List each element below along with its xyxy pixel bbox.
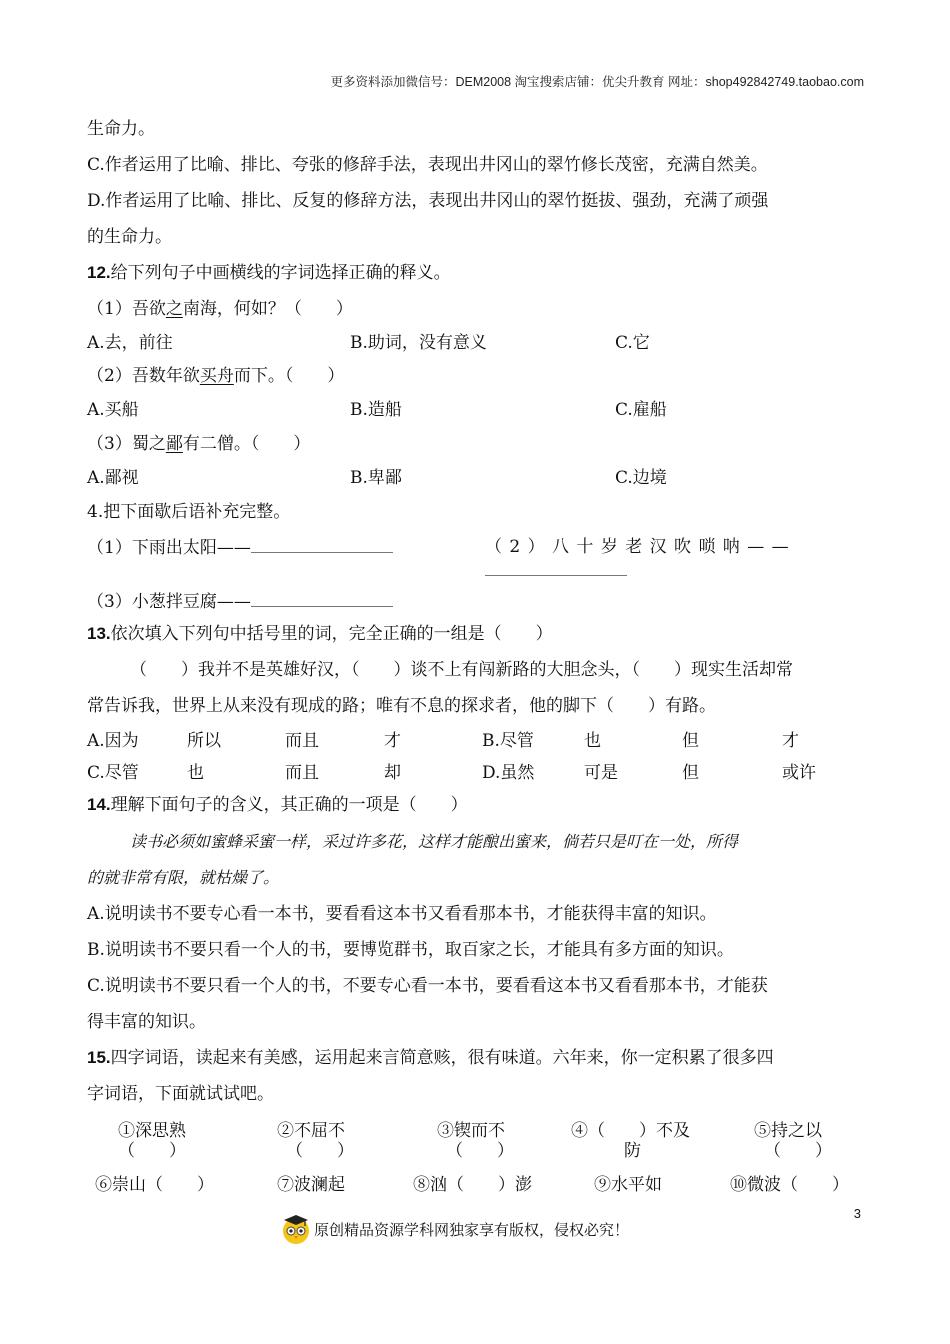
q12-s3-pre: （3）蜀之 <box>87 434 166 454</box>
q15-number: 15. <box>87 1048 111 1067</box>
option-c-word-2: 也 <box>187 763 204 783</box>
idiom-1: ①深思熟 <box>118 1121 186 1141</box>
option-a-word-3: 而且 <box>285 731 319 751</box>
q14-option-b: B.说明读书不要只看一个人的书，要博览群书，取百家之长，才能具有多方面的知识。 <box>87 940 734 960</box>
q4-item-3 <box>87 590 393 613</box>
copyright-text: 原创精品资源学科网独家享有版权，侵权必究！ <box>314 1220 630 1239</box>
option-b-word-4: 才 <box>782 731 799 751</box>
page-number: 3 <box>853 1206 861 1221</box>
option-d-word-2: 可是 <box>584 763 618 783</box>
q12-s1-underlined: 之 <box>165 299 183 319</box>
q12-s1 <box>87 298 353 320</box>
idiom-2-blank[interactable]: （ ） <box>286 1141 354 1161</box>
page-header: 更多资料添加微信号：DEM2008 淘宝搜索店铺：优尖升教育 网址：shop492842749.taobao.com <box>330 75 864 89</box>
option-d-word-3: 但 <box>682 763 699 783</box>
q12-s3-options <box>87 467 867 489</box>
q14-quote-1: 读书必须如蜜蜂采蜜一样，采过许多花，这样才能酿出蜜来，倘若只是叮在一处，所得 <box>130 832 739 851</box>
answer-blank[interactable] <box>251 590 393 607</box>
option-c: C.雇船 <box>615 400 667 420</box>
idiom-8: ⑧汹（ ）澎 <box>413 1175 532 1195</box>
prev-option-c: C.作者运用了比喻、排比、夸张的修辞手法，表现出井冈山的翠竹修长茂密，充满自然美。 <box>87 155 768 175</box>
option-b: B.助词，没有意义 <box>350 333 487 353</box>
q14-option-c-cont: 得丰富的知识。 <box>87 1012 206 1032</box>
q14-quote-2: 的就非常有限，就枯燥了。 <box>87 868 280 887</box>
q12-s3 <box>87 433 310 455</box>
option-c: C.它 <box>615 333 650 353</box>
q12-s2 <box>87 365 344 387</box>
q12-s2-underlined: 买舟 <box>199 366 234 386</box>
q12-s1-options <box>87 332 867 354</box>
option-a: A.买船 <box>87 400 139 420</box>
idiom-2: ②不屈不 <box>277 1121 345 1141</box>
q13-row-cd <box>87 762 867 784</box>
idiom-10: ⑩微波（ ） <box>730 1175 849 1195</box>
answer-blank[interactable] <box>251 536 393 553</box>
idiom-5-blank[interactable]: （ ） <box>764 1141 832 1161</box>
option-a-word-4: 才 <box>384 731 401 751</box>
q13-passage-1: （ ）我并不是英雄好汉，（ ）谈不上有闯新路的大胆念头，（ ）现实生活却常 <box>130 660 793 680</box>
q12-s3-post: 有二僧。（ ） <box>182 434 311 454</box>
idiom-4: ④（ ）不及 <box>571 1121 690 1141</box>
idiom-9: ⑨水平如 <box>594 1175 662 1195</box>
q12-title <box>87 262 451 284</box>
q15-text-1: 四字词语，读起来有美感，运用起来言简意赅，很有味道。六年来，你一定积累了很多四 <box>110 1048 774 1068</box>
idiom-3: ③锲而不 <box>437 1121 505 1141</box>
q12-text: 给下列句子中画横线的字词选择正确的释义。 <box>110 263 451 283</box>
q12-s3-underlined: 鄙 <box>165 434 183 454</box>
q14-number: 14. <box>87 795 111 814</box>
q14-text: 理解下面句子的含义，其正确的一项是（ ） <box>110 795 468 815</box>
option-c-word-3: 而且 <box>285 763 319 783</box>
option-b: B.造船 <box>350 400 402 420</box>
q14-option-a: A.说明读书不要专心看一本书，要看看这本书又看看那本书，才能获得丰富的知识。 <box>87 904 717 924</box>
q13-passage-2: 常告诉我，世界上从来没有现成的路；唯有不息的探求者，他的脚下（ ）有路。 <box>87 696 716 716</box>
q12-s2-pre: （2）吾数年欲 <box>87 366 200 386</box>
option-d-word-1: D.虽然 <box>482 763 535 783</box>
option-b-word-1: B.尽管 <box>482 731 534 751</box>
q12-number: 12. <box>87 263 111 282</box>
option-c-word-1: C.尽管 <box>87 763 139 783</box>
q12-s2-post: 而下。（ ） <box>233 366 345 386</box>
q12-s1-pre: （1）吾欲 <box>87 299 166 319</box>
idiom-7: ⑦波澜起 <box>277 1175 345 1195</box>
q4-item-2-blank[interactable] <box>485 559 627 582</box>
option-b: B.卑鄙 <box>350 468 402 488</box>
prev-option-d: D.作者运用了比喻、排比、反复的修辞方法，表现出井冈山的翠竹挺拔、强劲，充满了顽强 <box>87 191 769 211</box>
q15-text-2: 字词语，下面就试试吧。 <box>87 1084 274 1104</box>
option-a-word-1: A.因为 <box>87 731 139 751</box>
q15-title <box>87 1047 774 1069</box>
idiom-1-blank[interactable]: （ ） <box>118 1141 186 1161</box>
q14-option-c: C.说明读书不要只看一个人的书，不要专心看一本书，要看看这本书又看看那本书，才能获 <box>87 976 768 996</box>
q13-row-ab <box>87 730 867 752</box>
page-footer <box>280 1213 629 1245</box>
q13-number: 13. <box>87 624 111 643</box>
option-c-word-4: 却 <box>384 763 401 783</box>
idiom-3-blank[interactable]: （ ） <box>446 1141 514 1161</box>
q12-s1-post: 南海，何如？（ ） <box>182 299 353 319</box>
q4-item-1 <box>87 536 393 559</box>
option-b-word-3: 但 <box>682 731 699 751</box>
q12-s2-options <box>87 399 867 421</box>
idiom-6: ⑥崇山（ ） <box>95 1175 214 1195</box>
option-a: A.去，前往 <box>87 333 173 353</box>
prev-option-d-cont: 的生命力。 <box>87 227 172 247</box>
q14-title <box>87 794 468 816</box>
q4-title: 4.把下面歇后语补充完整。 <box>87 502 291 522</box>
option-a-word-2: 所以 <box>187 731 221 751</box>
option-a: A.鄙视 <box>87 468 139 488</box>
prev-line-1: 生命力。 <box>87 119 155 139</box>
option-b-word-2: 也 <box>584 731 601 751</box>
idiom-4-cont: 防 <box>624 1141 641 1161</box>
option-d-word-4: 或许 <box>782 763 816 783</box>
option-c: C.边境 <box>615 468 667 488</box>
q4-item-1-text: （1）下雨出太阳—— <box>87 538 251 558</box>
q4-item-3-text: （3）小葱拌豆腐—— <box>87 592 251 612</box>
answer-blank[interactable] <box>485 559 627 576</box>
q4-item-2: （ 2 ） 八 十 岁 老 汉 吹 唢 呐 — — <box>485 537 790 557</box>
idiom-5: ⑤持之以 <box>754 1121 822 1141</box>
q13-title <box>87 623 553 645</box>
q13-text: 依次填入下列句中括号里的词，完全正确的一组是（ ） <box>110 624 553 644</box>
owl-logo-icon <box>280 1213 312 1245</box>
